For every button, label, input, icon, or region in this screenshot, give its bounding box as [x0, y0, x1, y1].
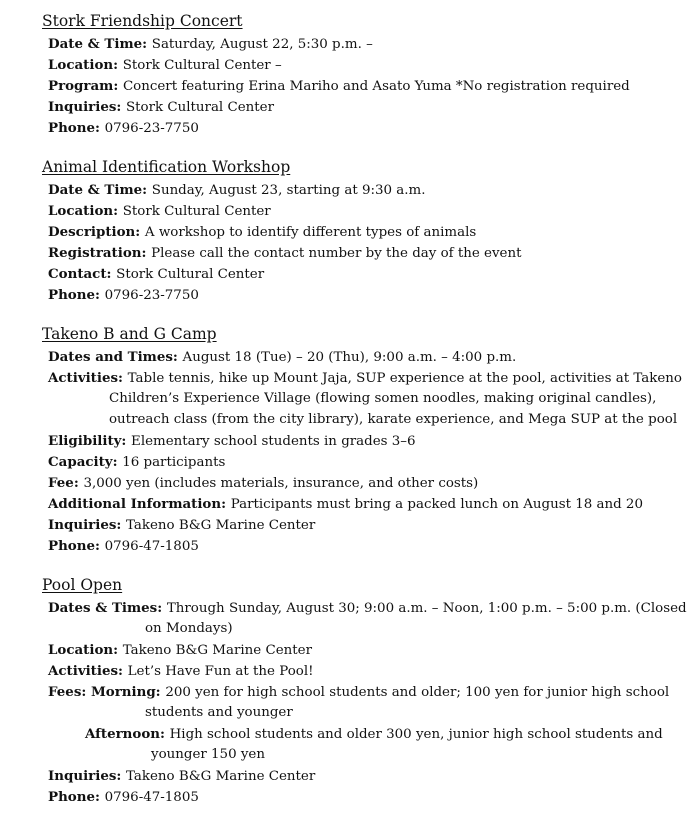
row-label: Description:: [48, 224, 141, 240]
info-row-inquiries: [48, 767, 315, 786]
row-value: Saturday, August 22, 5:30 p.m. –: [151, 37, 373, 52]
info-row-phone: [48, 788, 199, 807]
row-value: Stork Cultural Center: [126, 100, 274, 115]
row-value-continued: younger 150 yen: [151, 747, 265, 762]
info-row-inquiries: [48, 98, 274, 117]
info-row-location: [48, 56, 282, 75]
row-value: Sunday, August 23, starting at 9:30 a.m.: [151, 183, 426, 198]
row-label: Activities:: [48, 370, 123, 386]
row-label: Inquiries:: [48, 517, 122, 533]
info-row-dates: [48, 348, 516, 367]
info-row-fees-morning: [48, 683, 669, 702]
row-value: 3,000 yen (includes materials, insurance, and other costs): [83, 476, 479, 491]
row-label: Phone:: [48, 120, 100, 136]
row-value-continued: students and younger: [145, 705, 293, 720]
row-label: Phone:: [48, 287, 100, 303]
row-value: Concert featuring Erina Mariho and Asato Yuma *No registration required: [122, 79, 630, 94]
info-row-inquiries: [48, 516, 315, 535]
row-label: Contact:: [48, 266, 112, 282]
info-row-dates: [48, 599, 687, 618]
row-value: A workshop to identify different types of animals: [144, 225, 477, 240]
info-row-eligibility: [48, 432, 416, 451]
row-value: 0796-47-1805: [104, 539, 199, 554]
section-title: Takeno B and G Camp: [42, 325, 217, 343]
row-label: Location:: [48, 642, 119, 658]
row-label: Location:: [48, 57, 119, 73]
row-label: Program:: [48, 78, 119, 94]
info-row-program: [48, 77, 630, 96]
info-row-fees-afternoon: [85, 725, 663, 744]
info-row-phone: [48, 286, 199, 305]
info-row-date: [48, 181, 426, 200]
row-label: Eligibility:: [48, 433, 127, 449]
row-label: Afternoon:: [85, 726, 165, 742]
row-value: August 18 (Tue) – 20 (Thu), 9:00 a.m. – 4:00 p.m.: [182, 350, 517, 365]
info-row-capacity: [48, 453, 225, 472]
info-row-activities: [48, 369, 682, 388]
info-row-date: [48, 35, 373, 54]
row-label: Fees: Morning:: [48, 684, 161, 700]
row-value: Table tennis, hike up Mount Jaja, SUP experience at the pool, activities at Takeno: [127, 371, 682, 386]
row-label: Inquiries:: [48, 99, 122, 115]
info-row-registration: [48, 244, 521, 263]
row-label: Phone:: [48, 789, 100, 805]
row-value-continued: Children’s Experience Village (flowing somen noodles, making original candles),: [109, 391, 657, 406]
row-value: 0796-23-7750: [104, 288, 199, 303]
row-value: Participants must bring a packed lunch on August 18 and 20: [230, 497, 643, 512]
row-value: Takeno B&G Marine Center: [122, 643, 312, 658]
row-value: Please call the contact number by the day of the event: [151, 246, 522, 261]
row-label: Inquiries:: [48, 768, 122, 784]
row-label: Activities:: [48, 663, 123, 679]
info-row-description: [48, 223, 476, 242]
row-value: Let’s Have Fun at the Pool!: [127, 664, 314, 679]
row-value: High school students and older 300 yen, junior high school students and: [169, 727, 663, 742]
row-label: Phone:: [48, 538, 100, 554]
section-title: Pool Open: [42, 576, 123, 594]
row-label: Dates and Times:: [48, 349, 178, 365]
row-value: 0796-23-7750: [104, 121, 199, 136]
row-value-continued: on Mondays): [145, 621, 233, 636]
row-value: 16 participants: [122, 455, 226, 470]
row-value: Takeno B&G Marine Center: [126, 518, 316, 533]
row-value: Stork Cultural Center –: [122, 58, 282, 73]
info-row-phone: [48, 537, 199, 556]
row-value: 0796-47-1805: [104, 790, 199, 805]
section-title: Animal Identification Workshop: [42, 158, 291, 176]
info-row-activities: [48, 662, 314, 681]
row-value: 200 yen for high school students and older; 100 yen for junior high school: [165, 685, 670, 700]
info-row-location: [48, 202, 271, 221]
info-row-phone: [48, 119, 199, 138]
info-row-fee: [48, 474, 478, 493]
row-label: Dates & Times:: [48, 600, 163, 616]
row-value: Elementary school students in grades 3–6: [131, 434, 416, 449]
section-title: Stork Friendship Concert: [42, 12, 243, 30]
row-value: Stork Cultural Center: [116, 267, 265, 282]
row-value-continued: outreach class (from the city library), karate experience, and Mega SUP at the pool: [109, 412, 678, 427]
info-row-contact: [48, 265, 264, 284]
row-value: Through Sunday, August 30; 9:00 a.m. – Noon, 1:00 p.m. – 5:00 p.m. (Closed: [166, 601, 687, 616]
row-label: Registration:: [48, 245, 147, 261]
row-label: Location:: [48, 203, 119, 219]
row-label: Capacity:: [48, 454, 118, 470]
row-value: Stork Cultural Center: [122, 204, 271, 219]
row-label: Additional Information:: [48, 496, 227, 512]
info-row-additional: [48, 495, 643, 514]
row-label: Date & Time:: [48, 36, 148, 52]
row-label: Fee:: [48, 475, 79, 491]
info-row-location: [48, 641, 312, 660]
row-label: Date & Time:: [48, 182, 148, 198]
row-value: Takeno B&G Marine Center: [126, 769, 316, 784]
